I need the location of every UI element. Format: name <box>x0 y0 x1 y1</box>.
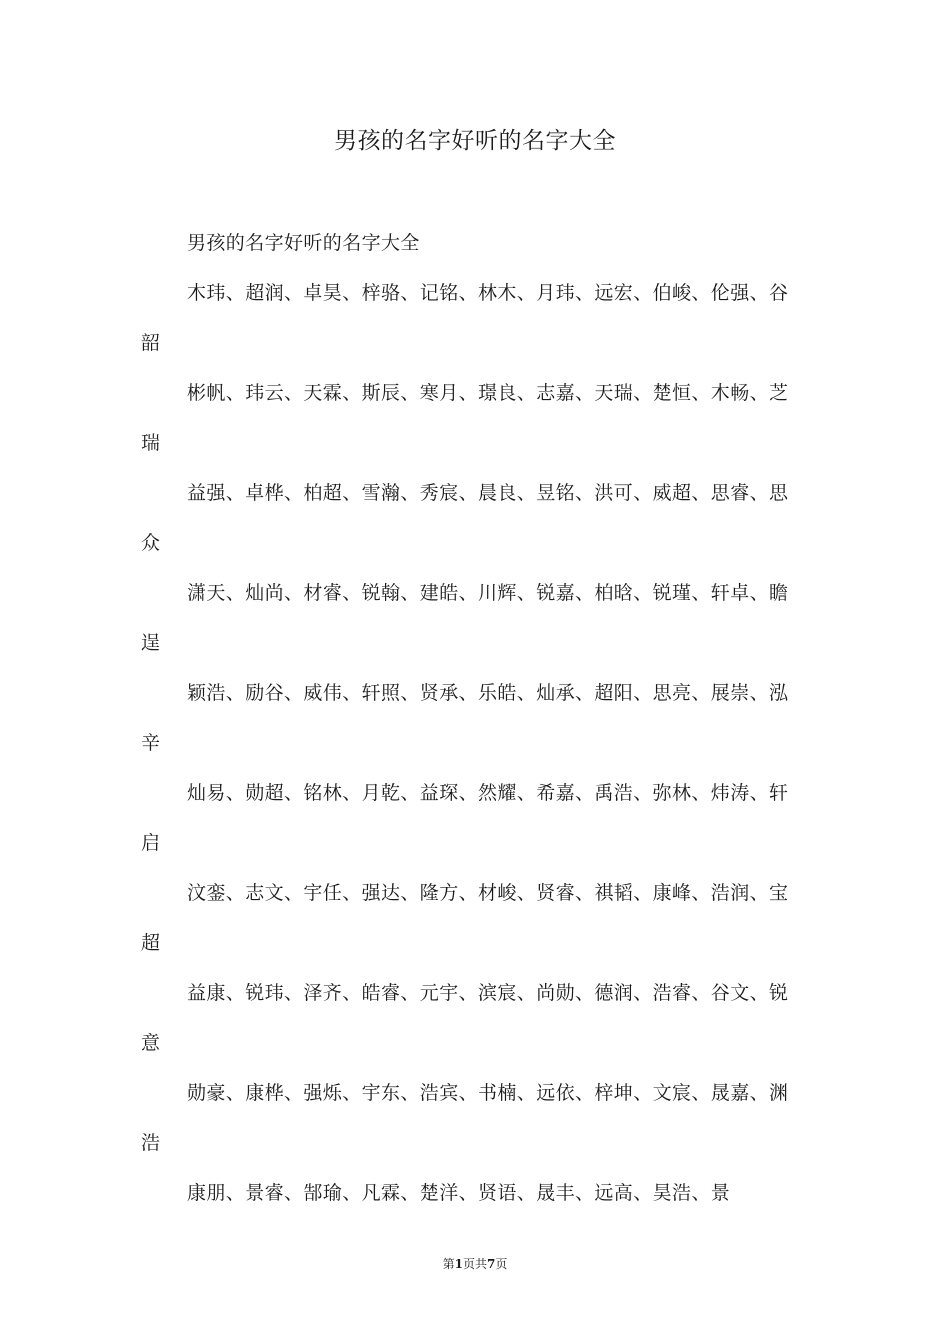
name-list-paragraph: 灿易、勋超、铭林、月乾、益琛、然耀、希嘉、禹浩、弥林、炜涛、轩启 <box>141 782 789 854</box>
name-list-paragraph: 康朋、景睿、郜瑜、凡霖、楚洋、贤语、晟丰、远高、昊浩、景 <box>187 1182 731 1204</box>
name-list-paragraph: 汶銮、志文、宇任、强达、隆方、材峻、贤睿、祺韬、康峰、浩润、宝超 <box>141 882 789 954</box>
footer-current-page: 1 <box>454 1257 463 1271</box>
page-number-footer <box>0 1255 950 1273</box>
name-list-paragraph: 勋豪、康桦、强烁、宇东、浩宾、书楠、远依、梓坤、文宸、晟嘉、渊浩 <box>141 1082 789 1154</box>
footer-suffix: 页 <box>495 1257 508 1271</box>
document-title: 男孩的名字好听的名字大全 <box>334 128 616 154</box>
name-list-paragraph: 益强、卓桦、柏超、雪瀚、秀宸、晨良、昱铭、洪可、威超、思睿、思众 <box>141 482 789 554</box>
document-body <box>141 218 801 1218</box>
name-list-paragraph: 木玮、超润、卓昊、梓骆、记铭、林木、月玮、远宏、伯峻、伦强、谷韶 <box>141 282 789 354</box>
footer-prefix: 第 <box>442 1257 455 1271</box>
body-subtitle: 男孩的名字好听的名字大全 <box>187 232 420 254</box>
footer-total-pages: 7 <box>487 1257 496 1271</box>
footer-middle: 页共 <box>462 1257 487 1271</box>
name-list-paragraph: 颖浩、励谷、威伟、轩照、贤承、乐皓、灿承、超阳、思亮、展崇、泓辛 <box>141 682 789 754</box>
name-list-paragraph: 益康、锐玮、泽齐、皓睿、元宇、滨宸、尚勋、德润、浩睿、谷文、锐意 <box>141 982 789 1054</box>
name-list-paragraph: 潇天、灿尚、材睿、锐翰、建皓、川辉、锐嘉、柏晗、锐瑾、轩卓、瞻逞 <box>141 582 789 654</box>
name-list-paragraph: 彬帆、玮云、天霖、斯辰、寒月、璟良、志嘉、天瑞、楚恒、木畅、芝瑞 <box>141 382 789 454</box>
